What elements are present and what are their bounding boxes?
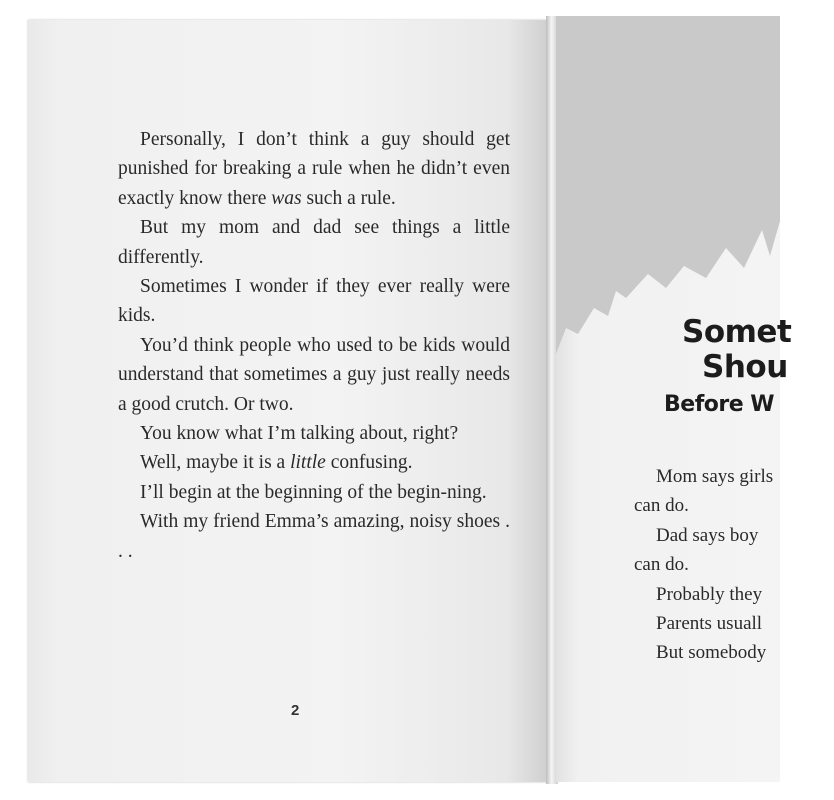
- text-line: But somebody: [656, 642, 767, 664]
- left-page: [28, 20, 548, 782]
- chapter-subtitle-line: Before W: [664, 392, 775, 417]
- paragraph: Personally, I don’t think a guy should get punished for breaking a rule when he didn’t even exactly know there was such a rule.: [118, 129, 510, 209]
- right-page: [556, 16, 792, 782]
- text-line: Dad says boy: [656, 524, 759, 546]
- paragraph: I’ll begin at the beginning of the begin-ning.: [140, 481, 487, 503]
- text-line: Parents usuall: [656, 613, 763, 635]
- chapter-title-line: Shou: [702, 349, 788, 385]
- text-line: can do.: [634, 495, 689, 517]
- paragraph: You’d think people who used to be kids would understand that sometimes a guy just really needs a good crutch. Or two.: [118, 334, 510, 415]
- paragraph: You know what I’m talking about, right?: [140, 423, 459, 445]
- text-line: can do.: [634, 554, 689, 576]
- paragraph: Sometimes I wonder if they ever really were kids.: [118, 276, 510, 327]
- gray-jagged-shape: [556, 16, 780, 354]
- text-line: Mom says girls: [656, 466, 774, 487]
- text-line: Probably they: [656, 583, 763, 605]
- left-page-body: [118, 125, 510, 566]
- page-number: 2: [291, 702, 300, 719]
- paragraph: But my mom and dad see things a little differently.: [118, 217, 510, 268]
- paragraph: Well, maybe it is a little confusing.: [140, 452, 413, 474]
- right-page-body: [634, 462, 834, 668]
- paragraph: With my friend Emma’s amazing, noisy shoes . . .: [118, 511, 510, 562]
- chapter-title-line: Somet: [682, 314, 792, 350]
